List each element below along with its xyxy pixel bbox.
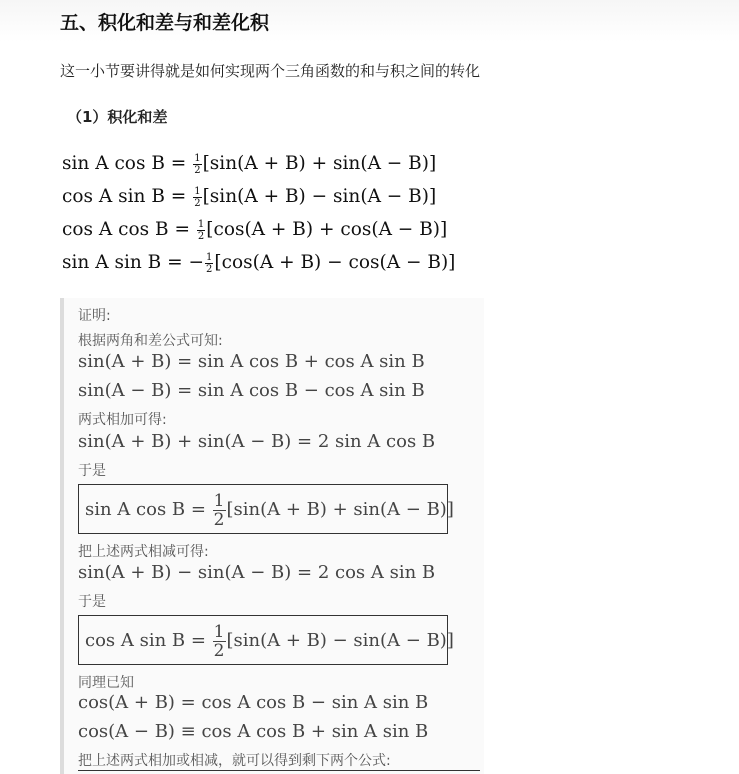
proof-text-6: 同理已知 [78,675,134,691]
proof-equation-2: sin(A − B) = sin A cos B − cos A sin B [78,380,425,401]
fraction-denominator: 2 [197,230,205,242]
formula-lhs: sin A sin B = [62,252,189,273]
fraction-numerator: 1 [194,152,201,164]
proof-text-3: 于是 [78,463,106,479]
boxed-lhs: sin A cos B = [85,499,212,520]
proof-equation-5: cos(A + B) = cos A cos B − sin A sin B [78,692,429,713]
fraction [213,492,226,529]
fraction-numerator: 1 [194,185,201,197]
formula-rhs: [cos(A + B) − cos(A − B)] [214,252,456,273]
proof-text-2: 两式相加可得: [78,412,167,428]
proof-text-7: 把上述两式相加或相减，就可以得到剩下两个公式: [78,753,391,769]
fraction-numerator: 1 [213,621,225,642]
formula-rhs: [cos(A + B) + cos(A − B)] [206,219,448,240]
fraction-numerator: 1 [206,251,213,263]
fraction [193,153,201,176]
proof-text-1: 根据两角和差公式可知: [78,333,223,349]
fraction-denominator: 2 [194,164,201,176]
formula-list [62,150,455,282]
formula-lhs: cos A sin B = [62,186,193,207]
boxed-rhs: [sin(A + B) + sin(A − B)] [226,499,454,520]
fraction-numerator: 1 [197,218,205,230]
formula-lhs: cos A cos B = [62,219,196,240]
boxed-result-2 [78,615,454,665]
formula-2 [62,183,455,216]
formula-rhs: [sin(A + B) + sin(A − B)] [202,153,437,174]
proof-text-5: 于是 [78,594,106,610]
subsection-title: （1）积化和差 [67,108,168,126]
fraction [193,186,201,209]
formula-lhs: sin A cos B = [62,153,193,174]
formula-rhs: [sin(A + B) − sin(A − B)] [202,186,437,207]
formula-1 [62,150,455,183]
proof-equation-4: sin(A + B) − sin(A − B) = 2 cos A sin B [78,562,436,583]
fraction-denominator: 2 [213,640,225,661]
formula-sign: − [188,252,205,273]
boxed-rhs: [sin(A + B) − sin(A − B)] [226,630,454,651]
proof-equation-1: sin(A + B) = sin A cos B + cos A sin B [78,351,425,372]
fraction-numerator: 1 [213,490,225,511]
boxed-result-1 [78,484,454,534]
formula-3 [62,216,455,249]
proof-text-4: 把上述两式相减可得: [78,544,209,560]
fraction-denominator: 2 [206,263,213,275]
section-title: 五、积化和差与和差化积 [60,12,270,34]
proof-equation-6: cos(A − B) ≡ cos A cos B + sin A sin B [78,721,429,742]
fraction [205,252,213,275]
fraction-denominator: 2 [213,509,225,530]
boxed-lhs: cos A sin B = [85,630,212,651]
section-intro: 这一小节要讲得就是如何实现两个三角函数的和与积之间的转化 [60,62,481,80]
fraction [197,219,205,242]
fraction [213,623,226,660]
divider [78,770,480,771]
fraction-denominator: 2 [194,197,201,209]
proof-equation-3: sin(A + B) + sin(A − B) = 2 sin A cos B [78,431,436,452]
formula-4 [62,249,455,282]
proof-label: 证明: [78,308,111,324]
